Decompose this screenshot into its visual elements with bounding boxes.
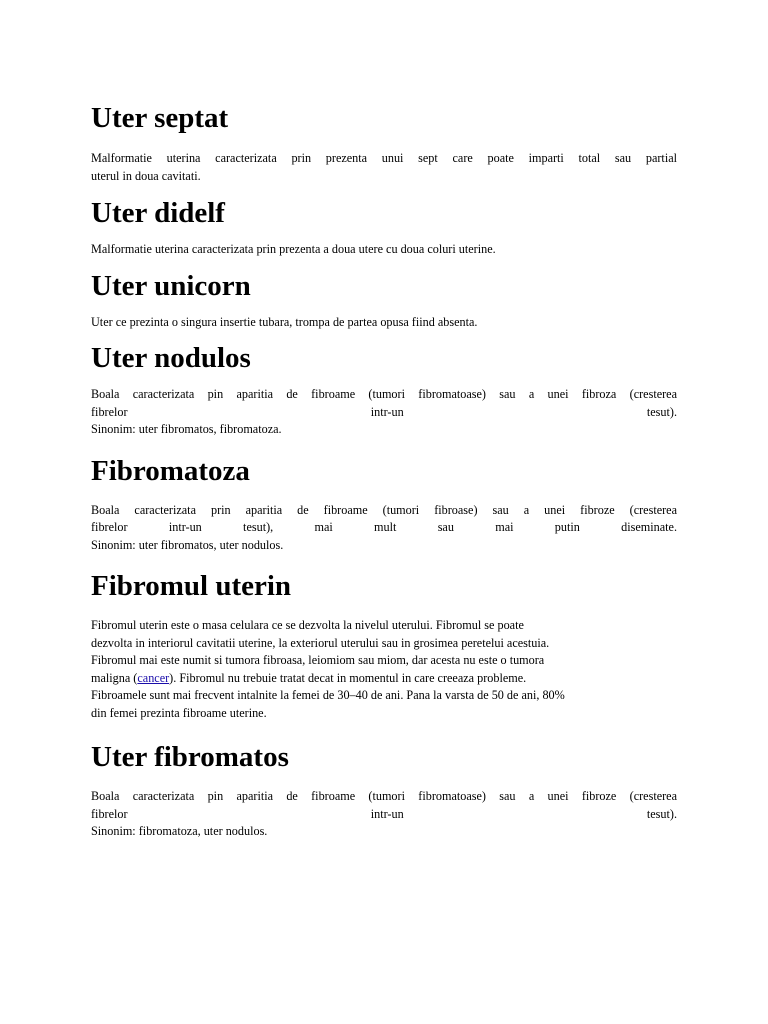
document-content — [91, 100, 677, 841]
text-line: Malformatie uterina caracterizata prin prezenta unui sept care poate imparti total sau partial — [91, 151, 677, 165]
paragraph-uter-fibromatos — [91, 788, 677, 841]
text-segment: maligna ( — [91, 670, 138, 685]
text-line: Sinonim: uter fibromatos, uter nodulos. — [91, 537, 284, 552]
text-line: Fibromul uterin este o masa celulara ce se dezvolta la nivelul uterului. Fibromul se poate — [91, 618, 524, 632]
text-line: Boala caracterizata pin aparitia de fibroame (tumori fibromatoase) sau a unei fibroze (cresterea — [91, 789, 677, 803]
text-line: fibrelor intr-un tesut). — [91, 806, 677, 821]
text-line: Sinonim: fibromatoza, uter nodulos. — [91, 824, 268, 838]
text-line: din femei prezinta fibroame uterine. — [91, 705, 267, 720]
heading-fibromatoza: Fibromatoza — [91, 454, 250, 487]
paragraph-uter-unicorn — [91, 314, 677, 332]
text-line: fibrelor intr-un tesut), mai mult sau mai putin diseminate. — [91, 520, 677, 534]
text-line: Sinonim: uter fibromatos, fibromatoza. — [91, 422, 282, 436]
paragraph-uter-didelf — [91, 241, 677, 259]
text-segment: ). Fibromul nu trebuie tratat decat in momentul in care creeaza probleme. — [169, 670, 527, 685]
text-line: Fibroamele sunt mai frecvent intalnite la femei de 30–40 de ani. Pana la varsta de 50 de ani, 80% — [91, 688, 565, 702]
text-line: Fibromul mai este numit si tumora fibroasa, leiomiom sau miom, dar acesta nu este o tumora — [91, 653, 545, 667]
text-line: dezvolta in interiorul cavitatii uterine, la exteriorul uterului sau in grosimea peretelui acestuia. — [91, 635, 550, 650]
text-line: Boala caracterizata pin aparitia de fibroame (tumori fibromatoase) sau a unei fibroza (cresterea — [91, 387, 677, 401]
text-line: uterul in doua cavitati. — [91, 168, 201, 183]
text-line: Boala caracterizata prin aparitia de fibroame (tumori fibroase) sau a unei fibroze (cresterea — [91, 502, 677, 517]
paragraph-uter-septat — [91, 150, 677, 185]
heading-uter-fibromatos: Uter fibromatos — [91, 741, 289, 773]
text-line: fibrelor intr-un tesut). — [91, 404, 677, 419]
text-line — [91, 670, 677, 688]
cancer-link[interactable]: cancer — [137, 670, 170, 685]
paragraph-fibromul-uterin — [91, 617, 677, 722]
text-line: Uter ce prezinta o singura insertie tubara, trompa de partea opusa fiind absenta. — [91, 314, 478, 329]
heading-uter-unicorn: Uter unicorn — [91, 269, 251, 302]
text-line: Malformatie uterina caracterizata prin prezenta a doua utere cu doua coluri uterine. — [91, 242, 496, 256]
heading-uter-didelf: Uter didelf — [91, 197, 225, 229]
heading-uter-septat: Uter septat — [91, 102, 229, 134]
paragraph-uter-nodulos — [91, 386, 677, 439]
heading-uter-nodulos: Uter nodulos — [91, 342, 251, 374]
heading-fibromul-uterin: Fibromul uterin — [91, 570, 292, 602]
paragraph-fibromatoza — [91, 502, 677, 555]
